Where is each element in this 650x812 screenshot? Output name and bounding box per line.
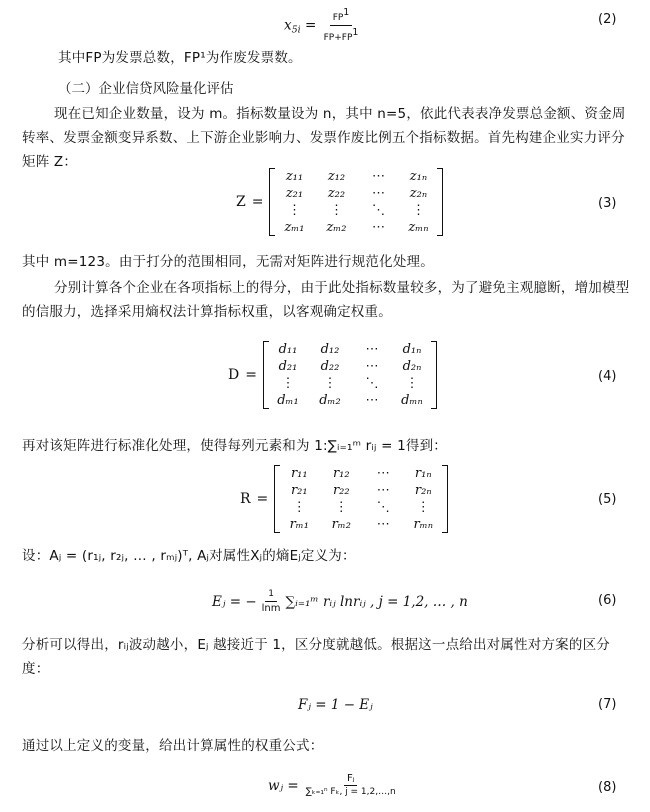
- eq2-lhs-sub: 5i: [291, 24, 301, 36]
- matrix-cell: ⋯: [365, 359, 379, 374]
- matrix-cell: d₂₁: [278, 359, 298, 374]
- eq6-lhs: Eⱼ = −: [212, 593, 257, 610]
- fp-definition: 其中FP为发票总数，FP¹为作废发票数。: [58, 50, 302, 66]
- matrix-cell: z₁₂: [327, 169, 346, 184]
- matrix-cell: d₂ₙ: [402, 359, 422, 374]
- matrix-cell: ⋯: [371, 220, 385, 235]
- matrix-cell: r₂₁: [290, 483, 308, 498]
- matrix-cell: dₘ₂: [319, 393, 341, 408]
- matrix-cell: r₂ₙ: [414, 483, 432, 498]
- matrix-r-name: R: [240, 491, 251, 507]
- eq6-number: ( 6 ): [598, 593, 616, 608]
- intro-paragraph: 现在已知企业数量，设为 m。指标数量设为 n，其中 n=5，依此代表表净发票总金额、资金周转率、发票金额变异系数、上下游企业影响力、发票作废比例五个指标数据。首先构建企业实力评分矩阵 Z：: [22, 106, 626, 170]
- matrix-cell: ⋮: [405, 376, 419, 391]
- matrix-cell: r₁₂: [332, 466, 350, 481]
- eq2-numerator-sup: 1: [343, 7, 350, 18]
- equation-7: Fⱼ = 1 − Eⱼ: [298, 697, 373, 713]
- eq8-lhs: wⱼ =: [268, 777, 299, 794]
- matrix-d-name: D: [228, 367, 240, 383]
- matrix-z-grid: [274, 168, 438, 236]
- eq8-number: ( 8 ): [598, 780, 616, 795]
- matrix-cell: ⋯: [371, 169, 385, 184]
- matrix-cell: ⋯: [365, 393, 379, 408]
- matrix-cell: r₁ₙ: [414, 466, 432, 481]
- analysis-paragraph: 分析可以得出，rᵢⱼ波动越小，Eⱼ 越接近于 1，区分度就越低。根据这一点给出对属性对方案的区分度：: [22, 637, 610, 677]
- m123-paragraph: 其中 m=123。由于打分的范围相同，无需对矩阵进行规范化处理。: [22, 254, 434, 270]
- entropy-definition: [22, 544, 634, 568]
- matrix-cell: z₁₁: [285, 169, 304, 184]
- matrix-cell: rₘ₁: [289, 517, 309, 532]
- matrix-cell: ⋮: [292, 500, 306, 515]
- matrix-cell: r₂₂: [332, 483, 350, 498]
- eq2-denominator: FP+FP: [323, 33, 353, 43]
- eq6-frac-num: 1: [265, 588, 277, 602]
- matrix-z-name: Z: [236, 194, 246, 210]
- matrix-cell: d₁₂: [320, 342, 340, 357]
- eq2-fraction: [321, 6, 362, 45]
- matrix-cell: d₁₁: [278, 342, 298, 357]
- matrix-cell: ⋮: [334, 500, 348, 515]
- entropy-weight-paragraph: 分别计算各个企业在各项指标上的得分，由于此处指标数量较多，为了避免主观臆断，增加模型的信服力，选择采用熵权法计算指标权重，以客观确定权重。: [22, 280, 630, 320]
- matrix-cell: zₘ₁: [284, 220, 305, 235]
- equation-2: $x_{5i}$ = $\frac{FP1}{FP+FP1}$: [284, 6, 361, 45]
- matrix-d-grid: [268, 341, 432, 409]
- matrix-cell: ⋮: [329, 203, 343, 218]
- matrix-cell: z₂ₙ: [409, 186, 428, 201]
- matrix-cell: ⋮: [287, 203, 301, 218]
- eq8-frac-den: ∑ₖ₌₁ⁿ Fₖ, j = 1,2,…,n: [305, 787, 396, 797]
- eq6-fraction: [259, 588, 284, 615]
- matrix-cell: dₘₙ: [401, 393, 423, 408]
- eq2-number: ( 2 ): [598, 12, 616, 27]
- eq2-lhs-var: x: [284, 17, 292, 34]
- matrix-cell: zₘ₂: [326, 220, 347, 235]
- matrix-cell: z₂₁: [285, 186, 304, 201]
- matrix-cell: ⋯: [365, 342, 379, 357]
- matrix-cell: ⋱: [376, 500, 390, 515]
- matrix-cell: ⋯: [376, 483, 390, 498]
- matrix-cell: ⋮: [323, 376, 337, 391]
- eq5-number: ( 5 ): [598, 492, 616, 507]
- matrix-cell: ⋯: [376, 517, 390, 532]
- matrix-cell: ⋱: [365, 376, 379, 391]
- eq8-frac-num: Fⱼ: [344, 772, 358, 786]
- matrix-z: Z = z₁₁ z₁₂ ⋯ z₁ₙ z₂₁ z₂₂ ⋯ z₂ₙ ⋮ ⋮ ⋱ ⋮ zₘ₁ zₘ₂ ⋯ zₘₙ: [236, 168, 443, 236]
- matrix-cell: z₂₂: [327, 186, 346, 201]
- matrix-cell: zₘₙ: [408, 220, 429, 235]
- eq8-fraction: [303, 772, 399, 799]
- equation-8: [268, 772, 399, 799]
- matrix-cell: ⋯: [371, 186, 385, 201]
- eq3-number: ( 3 ): [598, 196, 616, 211]
- matrix-cell: ⋮: [416, 500, 430, 515]
- eq7-number: ( 7 ): [598, 697, 616, 712]
- matrix-r: R = r₁₁ r₁₂ ⋯ r₁ₙ r₂₁ r₂₂ ⋯ r₂ₙ ⋮ ⋮ ⋱ ⋮ rₘ₁ rₘ₂ ⋯ rₘₙ: [240, 465, 448, 533]
- eq2-numerator: FP: [332, 13, 344, 23]
- entropy-definition-text: 设：Aⱼ = (r₁ⱼ, r₂ⱼ, … , rₘⱼ)ᵀ, Aⱼ对属性Xⱼ的熵Eⱼ定义为：: [22, 548, 356, 564]
- normalize-paragraph: 再对该矩阵进行标准化处理，使得每列元素和为 1:∑ᵢ₌₁ᵐ rᵢⱼ = 1得到：: [22, 438, 447, 454]
- matrix-cell: d₂₂: [320, 359, 340, 374]
- matrix-cell: ⋮: [411, 203, 425, 218]
- matrix-cell: ⋯: [376, 466, 390, 481]
- matrix-cell: ⋱: [371, 203, 385, 218]
- matrix-cell: dₘ₁: [277, 393, 299, 408]
- matrix-cell: rₘₙ: [413, 517, 434, 532]
- matrix-cell: ⋮: [281, 376, 295, 391]
- matrix-r-grid: [279, 465, 443, 533]
- eq6-rhs: ∑ᵢ₌₁ᵐ rᵢⱼ lnrᵢⱼ , j = 1,2, … , n: [285, 593, 468, 610]
- weight-formula-paragraph: 通过以上定义的变量，给出计算属性的权重公式：: [22, 738, 324, 754]
- matrix-d: D = d₁₁ d₁₂ ⋯ d₁ₙ d₂₁ d₂₂ ⋯ d₂ₙ ⋮ ⋮ ⋱ ⋮ dₘ₁ dₘ₂ ⋯ dₘₙ: [228, 341, 437, 409]
- equation-6: [212, 588, 468, 615]
- eq4-number: ( 4 ): [598, 369, 616, 384]
- matrix-cell: r₁₁: [290, 466, 308, 481]
- matrix-cell: d₁ₙ: [402, 342, 422, 357]
- eq6-frac-den: lnm: [261, 603, 281, 614]
- matrix-cell: z₁ₙ: [409, 169, 428, 184]
- matrix-cell: rₘ₂: [331, 517, 351, 532]
- eq2-denominator-sup: 1: [352, 27, 359, 38]
- section-heading: （二）企业信贷风险量化评估: [58, 81, 234, 97]
